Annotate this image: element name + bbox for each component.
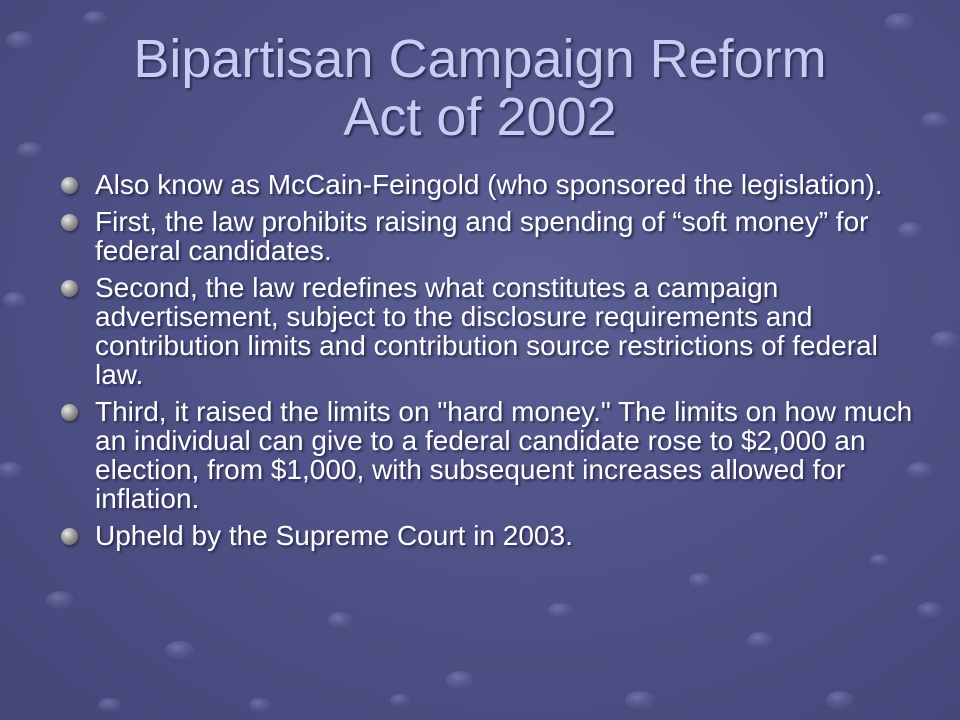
gray-sphere-bullet-icon [61, 528, 78, 545]
bullet-item-mccain-feingold [60, 170, 920, 199]
bullet-text: Third, it raised the limits on "hard money." The limits on how much an individual can give to a federal candidate rose to $2,000 an election, from $1,000, with subsequent increases allowed for inflation. [95, 396, 913, 514]
slide-title [60, 30, 900, 146]
bullet-list [60, 170, 920, 558]
gray-sphere-bullet-icon [61, 177, 78, 194]
bullet-text: Second, the law redefines what constitutes a campaign advertisement, subject to the disclosure requirements and contribution limits and contribution source restrictions of federal law. [95, 272, 878, 390]
bullet-item-campaign-advertisement [60, 273, 920, 389]
slide-title-line-2: Act of 2002 [343, 87, 617, 147]
bullet-item-supreme-court [60, 521, 920, 550]
bullet-text: First, the law prohibits raising and spending of “soft money” for federal candidates. [95, 206, 869, 266]
bullet-item-hard-money [60, 397, 920, 513]
gray-sphere-bullet-icon [61, 214, 78, 231]
bullet-item-soft-money [60, 207, 920, 265]
bullet-text: Also know as McCain-Feingold (who sponsored the legislation). [95, 169, 883, 200]
bullet-text: Upheld by the Supreme Court in 2003. [95, 520, 573, 551]
gray-sphere-bullet-icon [61, 280, 78, 297]
gray-sphere-bullet-icon [61, 404, 78, 421]
slide-title-line-1: Bipartisan Campaign Reform [133, 29, 827, 89]
